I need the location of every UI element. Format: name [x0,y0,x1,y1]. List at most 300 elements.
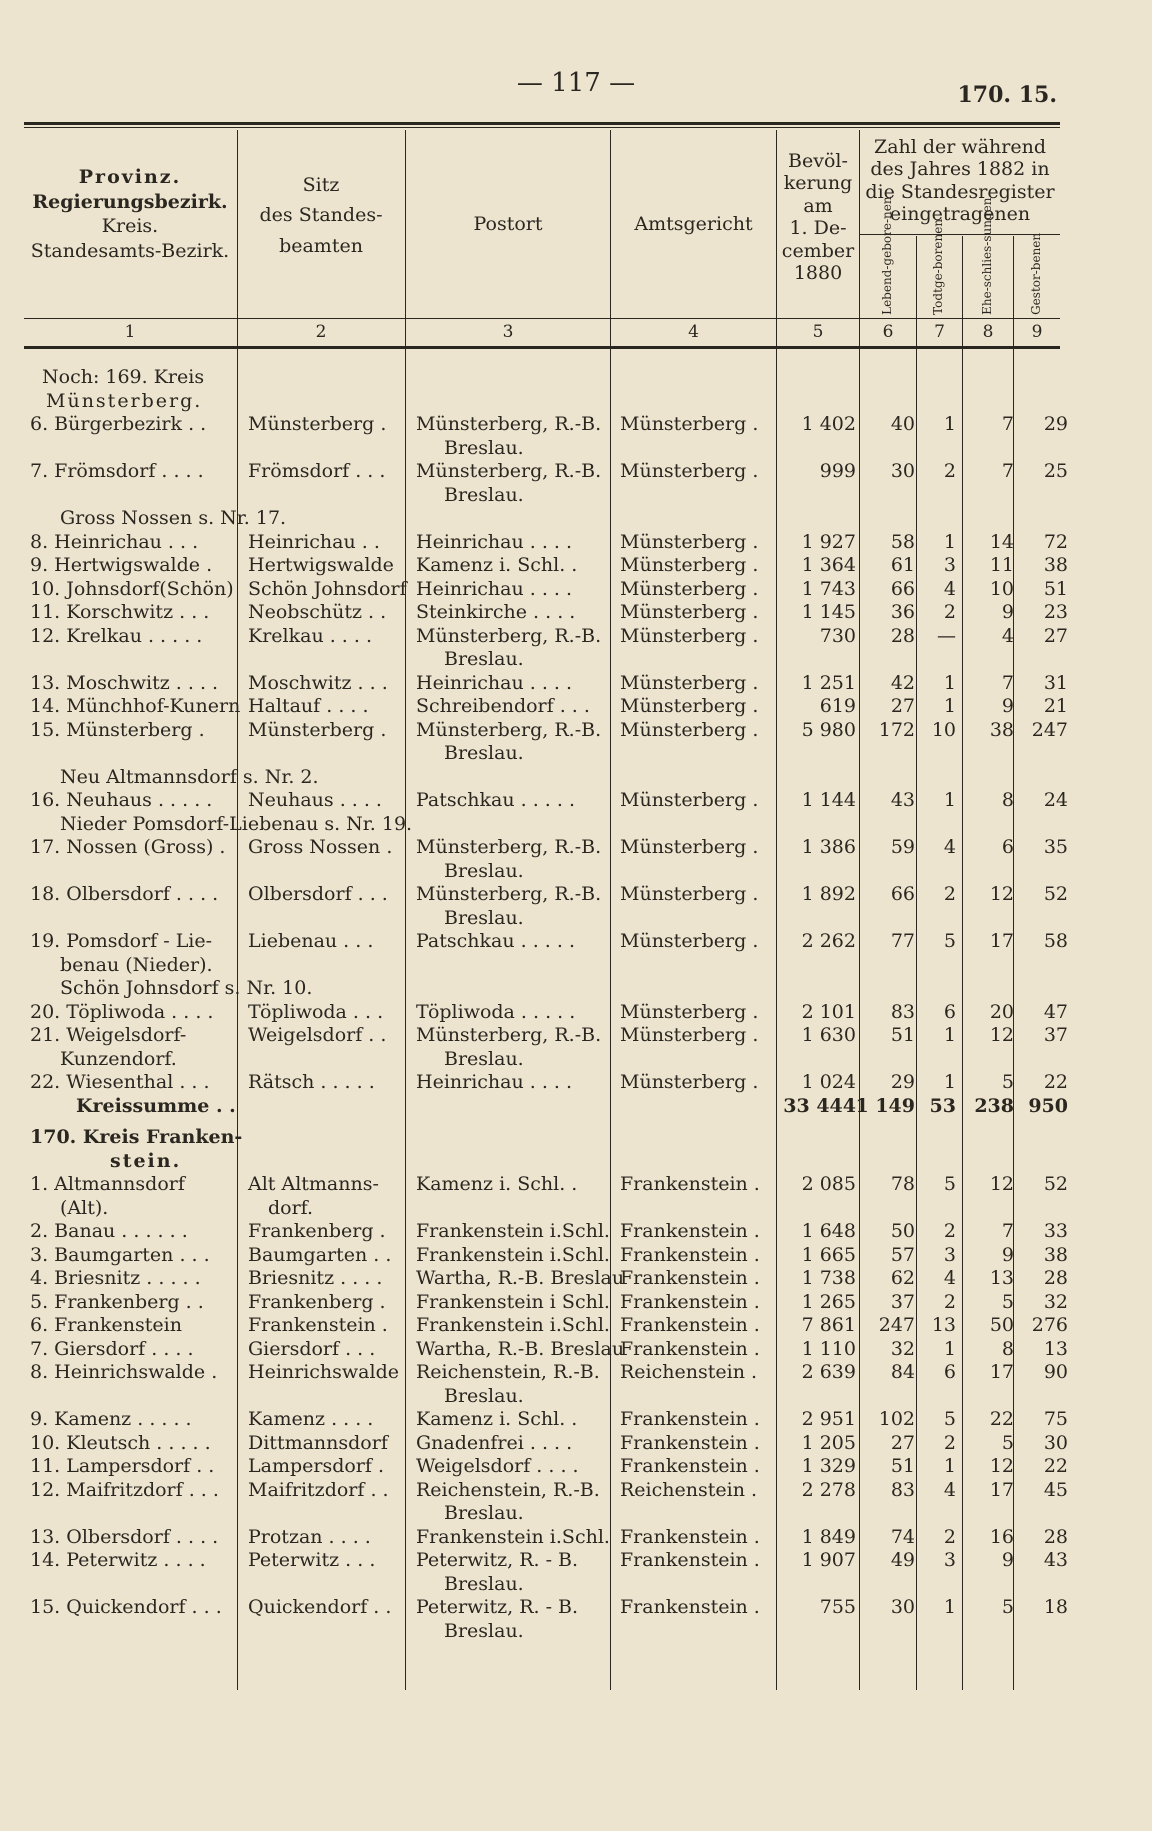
value-c7: 3 [943,554,956,576]
district-name: 6. Bürgerbezirk . . [30,413,207,435]
table-row [0,1479,1152,1526]
value-c9: 23 [1043,601,1068,623]
post-office-cont: Breslau. [444,483,524,506]
value-c5: 2 278 [801,1478,856,1501]
value-c8: 10 [989,577,1014,600]
value-c9: 18 [1043,1596,1068,1618]
table-row [0,507,1152,531]
value-c9: 35 [1043,836,1068,858]
value-c8: 11 [989,554,1014,576]
district-name: 9. Kamenz . . . . . [30,1408,192,1430]
value-c5: 730 [819,624,856,647]
table-row [0,1024,1152,1071]
post-office: Frankenstein i.Schl. [416,1220,610,1242]
value-c6: 74 [890,1525,915,1548]
district-name: 12. Maifritzdorf . . . [30,1478,219,1501]
district-name: 16. Neuhaus . . . . . [30,789,213,811]
value-c8: 7 [1001,460,1014,482]
value-c8: 5 [1001,1596,1014,1618]
registrar-seat: Neuhaus . . . . [248,789,382,811]
court: Münsterberg . [620,601,759,623]
value-c9: 29 [1043,413,1068,435]
value-c5: 1 364 [801,554,856,576]
table-row [0,1338,1152,1362]
value-c7: 4 [943,577,956,600]
header-col6: Lebend-gebore-nen [880,196,895,315]
court: Frankenstein . [620,1408,760,1430]
court: Frankenstein . [620,1314,760,1336]
post-office: Münsterberg, R.-B. [416,718,602,741]
value-c8: 7 [1001,413,1014,435]
court: Münsterberg . [620,624,759,647]
post-office: Gnadenfrei . . . . [416,1431,573,1454]
registrar-seat: Töpliwoda . . . [248,1000,384,1023]
header-col9: Gestor-benen [1029,232,1044,315]
value-c7: 3 [943,1549,956,1571]
value-c9: 22 [1043,1071,1068,1093]
post-office: Patschkau . . . . . [416,930,575,952]
post-office: Frankenstein i.Schl. [416,1525,610,1548]
registrar-seat: Kamenz . . . . [248,1408,374,1430]
value-c5: 1 907 [801,1549,856,1571]
value-c5: 7 861 [801,1314,856,1336]
post-office: Kamenz i. Schl. . [416,554,578,576]
column-number: 8 [982,322,994,342]
post-office-cont: Breslau. [444,1384,524,1407]
value-c7: 1 [943,789,956,811]
value-c6: 172 [878,718,915,741]
header-col2-line: Sitz [302,174,340,196]
value-c5: 619 [819,695,856,717]
value-c8: 9 [1001,601,1014,623]
table-row [0,1071,1152,1095]
court: Münsterberg . [620,1000,759,1023]
value-c8: 4 [1001,624,1014,647]
value-c8: 5 [1001,1071,1014,1093]
post-office-cont: Breslau. [444,1572,524,1595]
registrar-seat: Olbersdorf . . . [248,883,388,905]
value-c5: 1 648 [801,1220,856,1242]
value-c6: 37 [890,1290,915,1313]
registrar-seat: Maifritzdorf . . [248,1478,389,1501]
value-c5: 2 101 [801,1000,856,1023]
table-row [0,977,1152,1001]
value-c8: 20 [989,1000,1014,1023]
table-row [0,1095,1152,1119]
column-number: 9 [1031,322,1043,342]
value-c8: 12 [989,1173,1014,1195]
value-c9: 45 [1043,1478,1068,1501]
value-c6: 27 [890,1431,915,1454]
district-name: 9. Hertwigswalde . [30,554,213,576]
value-c9: 31 [1043,671,1068,694]
value-c6: 77 [890,930,915,952]
value-c9: 247 [1031,718,1068,741]
cross-reference: Nieder Pomsdorf-Liebenau s. Nr. 19. [60,812,413,835]
district-name: 13. Olbersdorf . . . . [30,1525,219,1548]
value-c5: 1 145 [801,601,856,623]
post-office: Reichenstein, R.-B. [416,1478,600,1501]
value-c7: 5 [943,930,956,952]
header-col5-line: kerung [783,172,853,195]
value-c8: 5 [1001,1431,1014,1454]
value-c6: 30 [890,1596,915,1618]
value-c6: 57 [890,1243,915,1266]
court: Münsterberg . [620,413,759,435]
value-c7: 10 [931,718,956,741]
value-c7: 1 [943,1455,956,1477]
district-name: 2. Banau . . . . . . [30,1220,188,1242]
table-body [0,358,1152,1643]
table-row [0,578,1152,602]
court: Münsterberg . [620,836,759,858]
value-c7: 2 [943,1290,956,1313]
post-office: Frankenstein i.Schl. [416,1243,610,1266]
registrar-seat: Peterwitz . . . [248,1549,376,1571]
value-c5: 2 085 [801,1173,856,1195]
district-name: 1. Altmannsdorf [30,1173,185,1195]
district-name-cont: (Alt). [60,1196,109,1219]
registrar-seat: Frankenberg . [248,1290,386,1313]
value-c5: 1 386 [801,836,856,858]
court: Frankenstein . [620,1431,760,1454]
header-col5-line: 1880 [793,262,843,285]
value-c7: 1 [943,1071,956,1093]
value-c6: 83 [890,1478,915,1501]
district-name: 13. Moschwitz . . . . [30,671,219,694]
value-c7: 2 [943,601,956,623]
value-c6: 62 [890,1267,915,1289]
header-col5 [777,150,859,284]
value-c7: 2 [943,1220,956,1242]
registrar-seat-cont: dorf. [268,1196,314,1219]
district-name: 17. Nossen (Gross) . [30,836,226,858]
value-c5: 1 402 [801,413,856,435]
court: Frankenstein . [620,1220,760,1242]
district-name: 14. Münchhof-Kunern [30,695,241,717]
value-c8: 12 [989,883,1014,905]
table-row [0,1549,1152,1596]
value-c8: 22 [989,1408,1014,1430]
post-office: Heinrichau . . . . [416,1071,573,1093]
header-col7: Todtge-borenen [931,218,946,315]
value-c6: 49 [890,1549,915,1571]
district-name: 3. Baumgarten . . . [30,1243,210,1266]
court: Münsterberg . [620,718,759,741]
district-name: 4. Briesnitz . . . . . [30,1267,201,1289]
registrar-seat: Haltauf . . . . [248,695,369,717]
header-col5-line: Bevöl- [788,150,848,172]
value-c7: — [937,624,956,647]
registrar-seat: Protzan . . . . [248,1525,371,1548]
value-c7: 4 [943,1478,956,1501]
header-col1 [24,165,236,264]
value-c7: 13 [931,1314,956,1336]
header-group-line: eingetragenen [889,203,1031,226]
table-row [0,1314,1152,1338]
district-name: 10. Kleutsch . . . . . [30,1431,211,1454]
district-name: 7. Giersdorf . . . . [30,1337,194,1360]
value-c9: 24 [1043,789,1068,811]
registrar-seat: Alt Altmanns- [248,1173,379,1195]
column-number: 2 [315,322,327,342]
district-name: 21. Weigelsdorf- [30,1024,187,1046]
district-total-label: Kreissumme . . [76,1094,236,1117]
court: Münsterberg . [620,1024,759,1046]
header-col3: Postort [473,213,543,235]
value-c8: 7 [1001,1220,1014,1242]
value-c9: 38 [1043,1243,1068,1266]
header-group-line: des Jahres 1882 in [870,158,1050,181]
value-c9: 22 [1043,1455,1068,1477]
table-row [0,836,1152,883]
value-c7: 6 [943,1000,956,1023]
value-c5: 1 892 [801,883,856,905]
value-c7: 1 [943,530,956,553]
table-row [0,1267,1152,1291]
registrar-seat: Frömsdorf . . . [248,460,386,482]
value-c6: 66 [890,883,915,905]
value-c7: 4 [943,836,956,858]
registrar-seat: Frankenberg . [248,1220,386,1242]
table-row [0,1220,1152,1244]
header-col2-line: des Standes- [259,204,383,227]
value-c5: 1 849 [801,1525,856,1548]
header-col1-line: Standesamts-Bezirk. [30,240,230,263]
registrar-seat: Neobschütz . . [248,601,387,623]
value-c8: 12 [989,1455,1014,1477]
district-name: 11. Korschwitz . . . [30,601,210,623]
value-c9: 52 [1043,1173,1068,1195]
registrar-seat: Heinrichswalde [248,1361,399,1383]
value-c5: 33 444 [783,1094,856,1117]
value-c9: 37 [1043,1024,1068,1046]
header-rule [24,318,1060,319]
column-number: 4 [688,322,699,342]
value-c6: 247 [878,1314,915,1336]
header-col8: Ehe-schlies-sungen [980,197,995,315]
value-c7: 2 [943,1431,956,1454]
value-c7: 53 [929,1094,956,1117]
court: Frankenstein . [620,1267,760,1289]
district-name: 10. Johnsdorf(Schön) [30,577,234,600]
value-c6: 29 [890,1071,915,1093]
value-c6: 58 [890,530,915,553]
district-name: 7. Frömsdorf . . . . [30,460,204,482]
post-office: Reichenstein, R.-B. [416,1361,600,1383]
district-name: 12. Krelkau . . . . . [30,624,203,647]
value-c5: 2 951 [801,1408,856,1430]
court: Münsterberg . [620,1071,759,1093]
header-col1-line: Regierungsbezirk. [32,190,228,213]
header-col1-line: Provinz. [78,166,182,188]
value-c5: 1 205 [801,1431,856,1454]
value-c5: 1 738 [801,1267,856,1289]
value-c6: 51 [890,1024,915,1046]
table-row [0,366,1152,413]
value-c8: 7 [1001,671,1014,694]
value-c6: 50 [890,1220,915,1242]
value-c9: 32 [1043,1290,1068,1313]
value-c6: 78 [890,1173,915,1195]
table-row [0,766,1152,790]
district-name: 6. Frankenstein [30,1314,182,1336]
district-name: 5. Frankenberg . . [30,1290,204,1313]
top-rule-thin [24,127,1060,128]
value-c7: 6 [943,1361,956,1383]
value-c9: 38 [1043,554,1068,576]
value-c9: 27 [1043,624,1068,647]
post-office-cont: Breslau. [444,742,524,764]
post-office: Kamenz i. Schl. . [416,1173,578,1195]
top-rule [24,122,1060,125]
section-reference: 170. 15. [957,82,1057,108]
court: Münsterberg . [620,695,759,717]
court: Münsterberg . [620,577,759,600]
value-c5: 2 262 [801,930,856,952]
district-name: 8. Heinrichau . . . [30,530,199,553]
registrar-seat: Moschwitz . . . [248,671,388,694]
value-c7: 3 [943,1243,956,1266]
value-c6: 66 [890,577,915,600]
header-col2 [238,170,404,261]
value-c6: 42 [890,671,915,694]
header-col4: Amtsgericht [634,213,753,235]
table-row [0,1408,1152,1432]
district-heading: Noch: 169. Kreis [42,366,205,388]
table-row [0,1455,1152,1479]
value-c8: 9 [1001,1549,1014,1571]
district-name: 14. Peterwitz . . . . [30,1549,206,1571]
court: Frankenstein . [620,1455,760,1477]
table-row [0,1126,1152,1173]
value-c9: 28 [1043,1267,1068,1289]
post-office: Weigelsdorf . . . . [416,1455,579,1477]
header-col2-line: beamten [279,234,363,257]
value-c7: 5 [943,1173,956,1195]
header-col1-line: Kreis. [101,215,159,238]
value-c7: 1 [943,413,956,435]
post-office: Heinrichau . . . . [416,671,573,694]
court: Frankenstein . [620,1243,760,1266]
value-c6: 51 [890,1455,915,1477]
post-office-cont: Breslau. [444,648,524,670]
value-c7: 1 [943,1337,956,1360]
value-c5: 2 639 [801,1361,856,1383]
court: Münsterberg . [620,930,759,952]
district-name: 11. Lampersdorf . . [30,1455,215,1477]
value-c9: 30 [1043,1431,1068,1454]
value-c9: 72 [1043,530,1068,553]
court: Frankenstein . [620,1596,760,1618]
post-office: Münsterberg, R.-B. [416,883,602,905]
value-c6: 43 [890,789,915,811]
table-row [0,1432,1152,1456]
value-c9: 52 [1043,883,1068,905]
registrar-seat: Lampersdorf . [248,1455,384,1477]
value-c5: 1 110 [801,1337,856,1360]
value-c7: 1 [943,1596,956,1618]
value-c8: 17 [989,1361,1014,1383]
value-c9: 58 [1043,930,1068,952]
value-c7: 1 [943,1024,956,1046]
value-c9: 25 [1043,460,1068,482]
table-row [0,413,1152,460]
table-row [0,554,1152,578]
court: Frankenstein . [620,1337,760,1360]
post-office: Patschkau . . . . . [416,789,575,811]
table-row [0,1244,1152,1268]
value-c8: 16 [989,1525,1014,1548]
value-c8: 12 [989,1024,1014,1046]
post-office: Münsterberg, R.-B. [416,1024,602,1046]
value-c8: 38 [989,718,1014,741]
post-office-cont: Breslau. [444,436,524,459]
value-c9: 33 [1043,1220,1068,1242]
post-office: Steinkirche . . . . [416,601,576,623]
district-name: 15. Münsterberg . [30,718,205,741]
value-c9: 950 [1028,1094,1068,1117]
value-c7: 5 [943,1408,956,1430]
district-name-cont: benau (Nieder). [60,953,213,976]
header-col5-line: cember [781,239,855,262]
value-c9: 75 [1043,1408,1068,1430]
court: Reichenstein . [620,1478,758,1501]
court: Münsterberg . [620,883,759,905]
post-office: Münsterberg, R.-B. [416,413,602,435]
post-office: Heinrichau . . . . [416,530,573,553]
value-c8: 50 [989,1314,1014,1336]
district-name: 20. Töpliwoda . . . . [30,1000,214,1023]
value-c9: 90 [1043,1361,1068,1383]
value-c8: 9 [1001,695,1014,717]
table-row [0,460,1152,507]
value-c6: 28 [890,624,915,647]
post-office: Schreibendorf . . . [416,695,590,717]
value-c5: 1 265 [801,1290,856,1313]
post-office: Heinrichau . . . . [416,577,573,600]
post-office: Peterwitz, R. - B. [416,1549,579,1571]
district-name: 22. Wiesenthal . . . [30,1071,210,1093]
value-c9: 21 [1043,695,1068,717]
post-office-cont: Breslau. [444,906,524,929]
district-name: 15. Quickendorf . . . [30,1596,222,1618]
value-c7: 1 [943,671,956,694]
registrar-seat: Liebenau . . . [248,930,374,952]
post-office: Wartha, R.-B. Breslau [416,1267,625,1289]
header-group-line: die Standesregister [865,180,1055,203]
value-c5: 5 980 [801,718,856,741]
district-name: 19. Pomsdorf - Lie- [30,930,213,952]
post-office-cont: Breslau. [444,1502,524,1524]
district-heading: stein. [110,1149,182,1172]
court: Frankenstein . [620,1173,760,1195]
registrar-seat: Schön Johnsdorf [248,577,407,600]
value-c9: 47 [1043,1000,1068,1023]
registrar-seat: Weigelsdorf . . [248,1024,387,1046]
table-row [0,695,1152,719]
value-c5: 1 630 [801,1024,856,1046]
table-row [0,672,1152,696]
value-c6: 30 [890,460,915,482]
court: Frankenstein . [620,1290,760,1313]
court: Münsterberg . [620,530,759,553]
value-c5: 999 [819,460,856,482]
district-name: 18. Olbersdorf . . . . [30,883,219,905]
court: Frankenstein . [620,1525,760,1548]
post-office: Töpliwoda . . . . . [416,1000,576,1023]
court: Reichenstein . [620,1361,758,1383]
